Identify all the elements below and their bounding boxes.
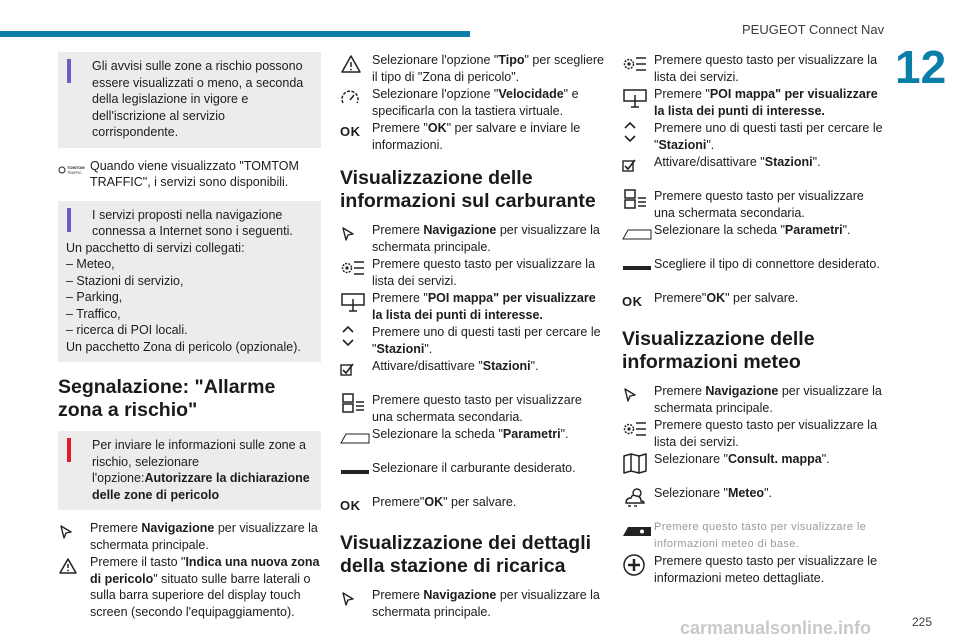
step-row <box>58 520 321 553</box>
chevron-up-down-icon <box>622 120 654 144</box>
step-row <box>58 554 321 620</box>
service-item: – Traffico, <box>66 306 121 321</box>
secondary-screen-icon <box>622 188 654 212</box>
services-gear-list-icon <box>340 256 372 280</box>
ok-icon: OK <box>622 293 643 309</box>
service-item: – Meteo, <box>66 257 115 271</box>
watermark: carmanualsonline.info <box>680 618 872 638</box>
step-text: Scegliere il tipo di connettore desiderato. <box>654 257 880 271</box>
step-row <box>622 290 884 314</box>
column-1 <box>58 52 321 621</box>
chapter-number: 12 <box>895 41 947 93</box>
navigation-arrow-icon <box>340 587 372 611</box>
step-text: Premere Navigazione per visualizzare la schermata principale. <box>654 384 882 415</box>
step-row <box>340 222 604 255</box>
map-book-icon <box>622 451 654 475</box>
info-box-risk-zones <box>58 52 321 148</box>
column-2 <box>340 52 604 621</box>
step-text: Premere uno di questi tasti per cercare le "Stazioni". <box>654 121 883 152</box>
column-3 <box>622 52 884 587</box>
step-row <box>340 290 604 323</box>
info-line: Un pacchetto di servizi collegati: <box>66 240 245 255</box>
step-text: Selezionare "Meteo". <box>654 486 772 500</box>
info-icon <box>67 59 71 83</box>
header-title: PEUGEOT Connect Nav <box>742 22 885 37</box>
step-text: Premere Navigazione per visualizzare la schermata principale. <box>372 223 600 254</box>
svg-text:TOMTOM: TOMTOM <box>67 164 85 170</box>
poi-map-icon <box>622 86 654 110</box>
plus-circle-icon <box>622 553 654 577</box>
step-row <box>340 52 604 85</box>
step-text: Premere "POI mappa" per visualizzare la lista dei punti di interesse. <box>654 87 878 118</box>
step-text: Selezionare la scheda "Parametri". <box>654 223 851 237</box>
speedometer-icon <box>340 86 372 110</box>
step-row <box>340 587 604 620</box>
step-row <box>340 358 604 382</box>
step-text: Attivare/disattivare "Stazioni". <box>372 359 539 373</box>
step-text: Premere"OK" per salvare. <box>654 291 799 305</box>
info-line: Un pacchetto Zona di pericolo (opzionale). <box>66 339 301 354</box>
step-row <box>340 460 604 484</box>
services-gear-list-icon <box>622 417 654 441</box>
step-row <box>340 426 604 450</box>
step-row <box>622 188 884 221</box>
navigation-arrow-icon <box>622 383 654 407</box>
svg-text:TRAFFIC: TRAFFIC <box>67 170 82 175</box>
step-row <box>622 417 884 450</box>
step-row <box>622 86 884 119</box>
step-text: Premere uno di questi tasti per cercare le "Stazioni". <box>372 325 601 356</box>
section-heading-charging: Visualizzazione dei dettagli della stazione di ricarica <box>340 532 592 577</box>
warning-box <box>58 431 321 510</box>
service-item: – Parking, <box>66 290 123 304</box>
step-row <box>340 324 604 357</box>
info-text: Gli avvisi sulle zone a rischio possono essere visualizzati o meno, a seconda della legislazione in vigore e dell'iscrizione al servizio corrispondente. <box>92 59 304 139</box>
info-icon <box>67 208 71 232</box>
step-row <box>622 451 884 475</box>
step-text: Premere il tasto "Indica una nuova zona di pericolo" situato sulle barre laterali o sulla barra superiore del display touch screen (secondo l'equipaggiamento). <box>90 555 320 619</box>
step-text: Attivare/disattivare "Stazioni". <box>654 155 821 169</box>
step-text: Premere questo tasto per visualizzare la lista dei servizi. <box>654 418 878 449</box>
tomtom-text: Quando viene visualizzato "TOMTOM TRAFFIC", i servizi sono disponibili. <box>90 158 299 189</box>
ok-icon: OK <box>340 123 361 139</box>
step-text: Premere "POI mappa" per visualizzare la lista dei punti di interesse. <box>372 291 596 322</box>
step-text: Premere "OK" per salvare e inviare le informazioni. <box>372 121 581 152</box>
info-line: I servizi proposti nella navigazione connessa a Internet sono i seguenti. <box>92 207 293 238</box>
service-item: – ricerca di POI locali. <box>66 323 188 337</box>
section-heading-risk-zone: Segnalazione: "Allarme zona a rischio" <box>58 376 276 421</box>
service-item: – Stazioni di servizio, <box>66 273 184 288</box>
warning-text: Per inviare le informazioni sulle zone a rischio, selezionare l'opzione:Autorizzare la dichiarazione delle zone di pericolo <box>92 438 310 502</box>
step-row <box>622 154 884 178</box>
step-row <box>340 392 604 425</box>
step-text: Selezionare l'opzione "Velocidade" e specificarla con la tastiera virtuale. <box>372 87 579 118</box>
tab-filled-icon <box>622 519 654 543</box>
tab-icon <box>340 426 372 450</box>
step-text: Selezionare il carburante desiderato. <box>372 461 576 475</box>
step-row <box>622 256 884 280</box>
step-row <box>340 494 604 518</box>
tomtom-row <box>58 158 321 191</box>
step-row <box>340 120 604 153</box>
step-text: Selezionare l'opzione "Tipo" per scegliere il tipo di "Zona di pericolo". <box>372 53 604 84</box>
step-row <box>340 256 604 289</box>
step-text: Premere questo tasto per visualizzare la lista dei servizi. <box>654 53 878 84</box>
weather-cloud-icon <box>622 485 654 509</box>
step-text: Premere Navigazione per visualizzare la schermata principale. <box>372 588 600 619</box>
step-text: Selezionare "Consult. mappa". <box>654 452 830 466</box>
step-row <box>622 553 884 586</box>
step-text: Selezionare la scheda "Parametri". <box>372 427 569 441</box>
step-row <box>622 485 884 509</box>
step-row <box>622 222 884 246</box>
tomtom-logo-icon <box>58 158 90 182</box>
section-heading-fuel: Visualizzazione delle informazioni sul carburante <box>340 167 596 212</box>
navigation-arrow-icon <box>58 520 90 544</box>
step-row <box>622 519 884 552</box>
selection-bar-icon <box>622 256 654 280</box>
step-text: Premere"OK" per salvare. <box>372 495 517 509</box>
selection-bar-icon <box>340 460 372 484</box>
step-text: Premere questo tasto per visualizzare la lista dei servizi. <box>372 257 596 288</box>
section-heading-weather: Visualizzazione delle informazioni meteo <box>622 328 815 373</box>
page-number: 225 <box>912 615 933 629</box>
step-text: Premere questo tasto per visualizzare le informazioni meteo dettagliate. <box>654 554 878 585</box>
checkbox-icon <box>340 358 372 382</box>
info-box-services <box>58 201 321 363</box>
tab-icon <box>622 222 654 246</box>
step-text: Premere questo tasto per visualizzare una schermata secondaria. <box>372 393 582 424</box>
navigation-arrow-icon <box>340 222 372 246</box>
warning-triangle-icon <box>340 52 372 76</box>
step-row <box>622 120 884 153</box>
step-row <box>622 383 884 416</box>
warning-triangle-icon <box>58 554 90 578</box>
step-text: Premere Navigazione per visualizzare la schermata principale. <box>90 521 318 552</box>
secondary-screen-icon <box>340 392 372 416</box>
poi-map-icon <box>340 290 372 314</box>
step-row <box>622 52 884 85</box>
ok-icon: OK <box>340 497 361 513</box>
chevron-up-down-icon <box>340 324 372 348</box>
header-bar <box>0 31 470 37</box>
checkbox-icon <box>622 154 654 178</box>
warning-icon <box>67 438 71 462</box>
step-text: Premere questo tasto per visualizzare le informazioni meteo di base. <box>654 521 867 550</box>
services-gear-list-icon <box>622 52 654 76</box>
step-text: Premere questo tasto per visualizzare una schermata secondaria. <box>654 189 864 220</box>
step-row <box>340 86 604 119</box>
